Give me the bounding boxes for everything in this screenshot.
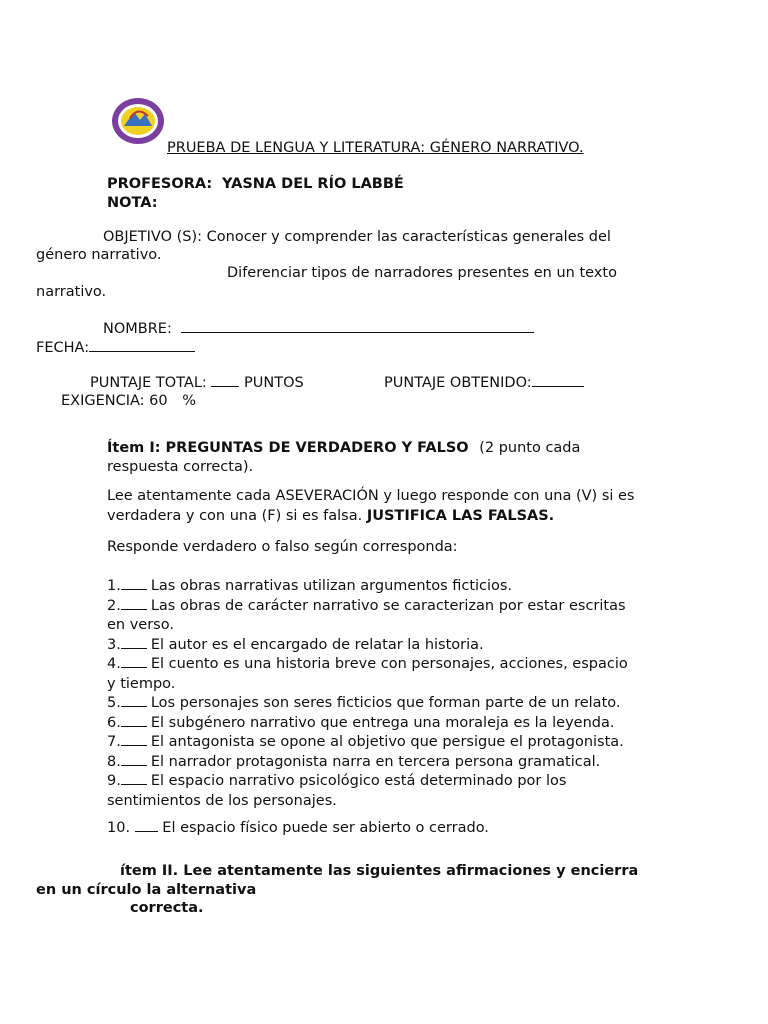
question-text: El cuento es una historia breve con personajes, acciones, espacio (150, 656, 628, 672)
question-list (107, 577, 667, 811)
school-logo (110, 96, 166, 146)
puntaje-obtenido-field[interactable] (384, 374, 584, 391)
profesora-label: PROFESORA: (107, 176, 213, 192)
puntaje-total-label: PUNTAJE TOTAL: (90, 375, 207, 391)
question-number: 3. (107, 636, 121, 653)
answer-blank[interactable] (121, 597, 147, 610)
item1-instruction-2: verdadera y con una (F) si es falsa. (107, 508, 363, 524)
nombre-field[interactable] (103, 320, 534, 337)
answer-blank[interactable] (121, 733, 147, 746)
nombre-label: NOMBRE: (103, 321, 172, 337)
question-item (107, 636, 667, 656)
answer-blank[interactable] (135, 819, 158, 832)
exigencia (61, 393, 196, 409)
objetivo-line-1: OBJETIVO (S): Conocer y comprender las características generales del (103, 229, 611, 245)
question-continuation: sentimientos de los personajes. (107, 792, 337, 809)
fecha-blank[interactable] (89, 339, 195, 352)
question-continuation: y tiempo. (107, 675, 176, 692)
question-10 (107, 819, 489, 836)
question-number: 4. (107, 656, 121, 672)
item2-line-3: correcta. (130, 900, 204, 916)
puntaje-obtenido-blank[interactable] (532, 374, 584, 387)
puntaje-total-field[interactable] (90, 374, 304, 391)
objetivo-line-2: género narrativo. (36, 247, 162, 263)
answer-blank[interactable] (121, 753, 147, 766)
item1-instruction-bold: JUSTIFICA LAS FALSAS. (366, 508, 555, 524)
question-number: 9. (107, 773, 121, 789)
question-number: 8. (107, 753, 121, 770)
answer-blank[interactable] (121, 714, 147, 727)
question-item (107, 772, 667, 792)
item1-instruction-2-row (107, 508, 554, 524)
answer-blank[interactable] (121, 772, 147, 785)
item1-heading-note-2: respuesta correcta). (107, 459, 254, 475)
question-item (107, 694, 667, 714)
question-text: El antagonista se opone al objetivo que persigue el protagonista. (150, 734, 624, 750)
question-item (107, 753, 667, 773)
nombre-blank[interactable] (181, 320, 534, 333)
question-item (107, 577, 667, 597)
question-text: Las obras narrativas utilizan argumentos ficticios. (150, 578, 513, 594)
question-number: 1. (107, 578, 121, 594)
question-text: Las obras de carácter narrativo se caracterizan por estar escritas (150, 597, 626, 614)
question-continuation: en verso. (107, 617, 174, 633)
question-text: El subgénero narrativo que entrega una moraleja es la leyenda. (150, 714, 615, 731)
question-item (107, 655, 667, 675)
question-text: El espacio físico puede ser abierto o cerrado. (162, 820, 489, 836)
answer-blank[interactable] (121, 655, 147, 668)
profesora-name: YASNA DEL RÍO LABBÉ (222, 176, 404, 192)
question-text: El espacio narrativo psicológico está determinado por los (150, 773, 567, 789)
item1-heading-note: (2 punto cada (479, 440, 581, 456)
fecha-label: FECHA: (36, 340, 90, 356)
objetivo-line-4: narrativo. (36, 284, 107, 300)
puntos-label: PUNTOS (244, 375, 304, 391)
item1-heading: Ítem I: PREGUNTAS DE VERDADERO Y FALSO (107, 440, 469, 456)
item1-heading-row (107, 440, 580, 456)
puntaje-total-blank[interactable] (211, 374, 239, 387)
exigencia-unit: % (182, 393, 197, 409)
document-title: PRUEBA DE LENGUA Y LITERATURA: GÉNERO NARRATIVO. (167, 140, 584, 156)
item1-prompt: Responde verdadero o falso según corresponda: (107, 539, 458, 555)
question-item (107, 714, 667, 734)
answer-blank[interactable] (121, 577, 147, 590)
item2-line-1: ítem II. Lee atentamente las siguientes afirmaciones y encierra (120, 863, 639, 879)
objetivo-line-3: Diferenciar tipos de narradores presentes en un texto (227, 265, 617, 281)
item1-instruction-1: Lee atentamente cada ASEVERACIÓN y luego responde con una (V) si es (107, 488, 635, 504)
puntaje-obtenido-label: PUNTAJE OBTENIDO: (384, 375, 532, 391)
question-number: 6. (107, 714, 121, 731)
answer-blank[interactable] (121, 694, 147, 707)
question-text: El autor es el encargado de relatar la historia. (150, 636, 484, 653)
fecha-field[interactable] (36, 339, 195, 356)
answer-blank[interactable] (121, 636, 147, 649)
question-number: 2. (107, 597, 121, 614)
exigencia-label: EXIGENCIA: 60 (61, 393, 168, 409)
question-text: El narrador protagonista narra en tercera persona gramatical. (150, 753, 601, 770)
question-item (107, 733, 667, 753)
question-text: Los personajes son seres ficticios que forman parte de un relato. (150, 695, 621, 711)
question-number: 10. (107, 820, 131, 836)
question-item (107, 597, 667, 617)
question-number: 5. (107, 695, 121, 711)
question-number: 7. (107, 734, 121, 750)
nota-label: NOTA: (107, 195, 158, 211)
item2-line-2: en un círculo la alternativa (36, 882, 257, 898)
